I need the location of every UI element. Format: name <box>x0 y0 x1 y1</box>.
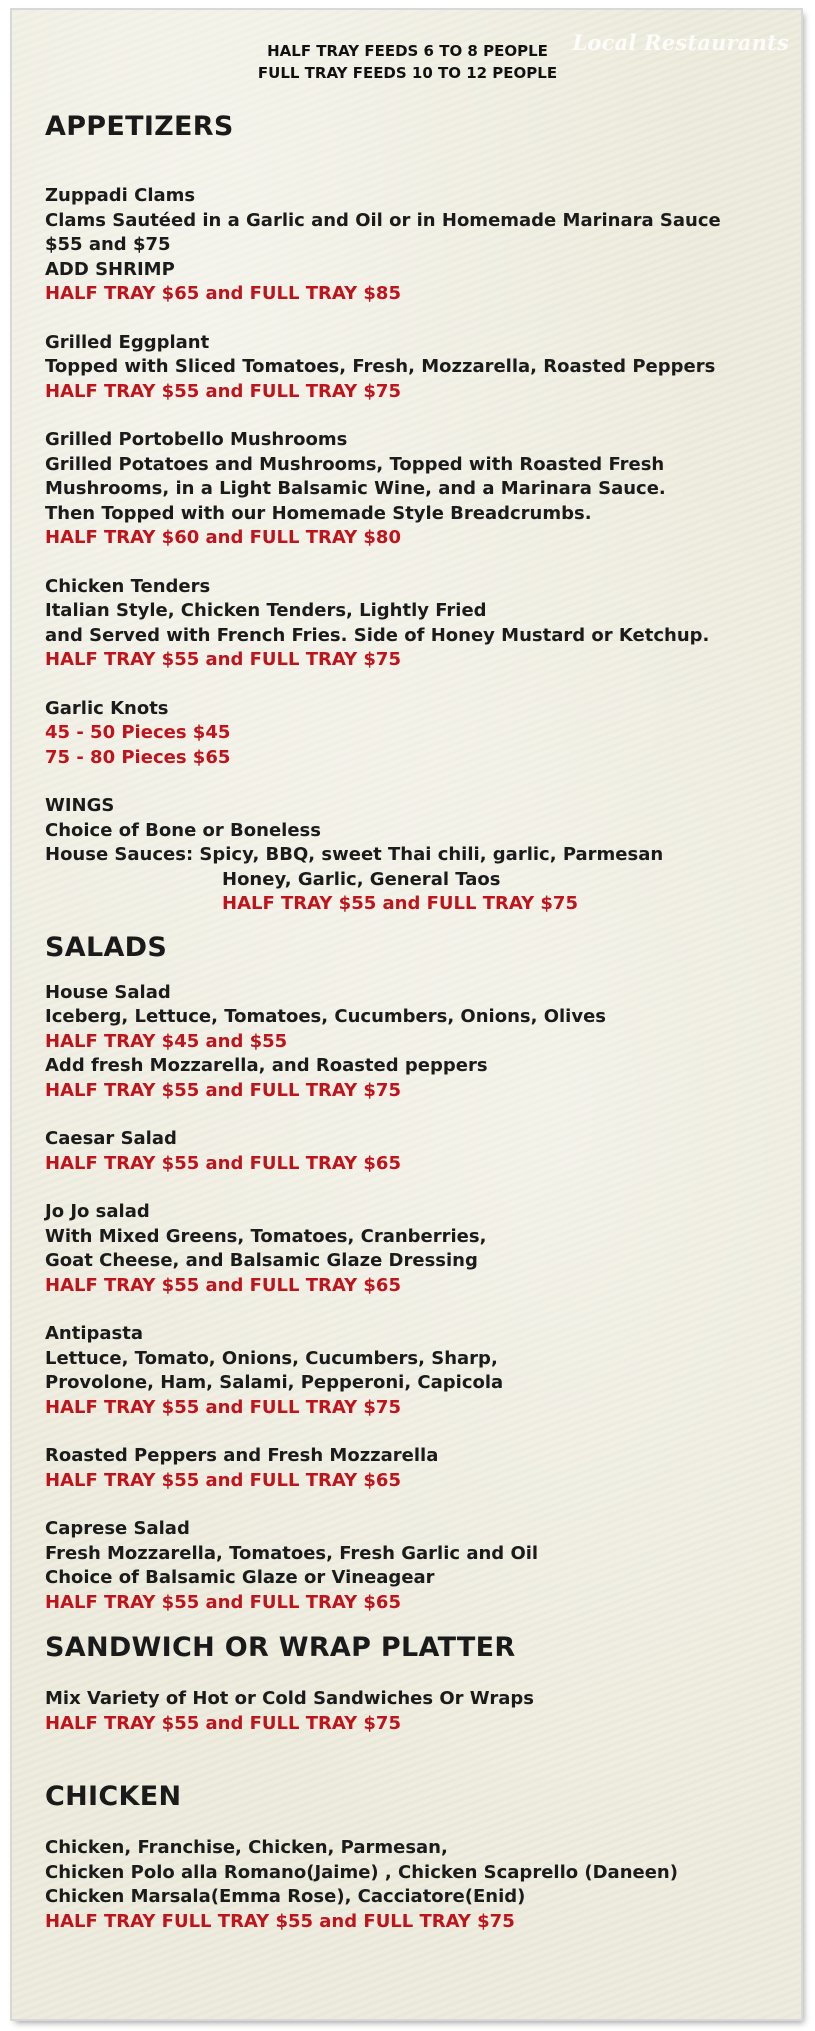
item-price: HALF TRAY $60 and FULL TRAY $80 <box>45 527 401 548</box>
item-description: Lettuce, Tomato, Onions, Cucumbers, Sharp, <box>45 1347 498 1369</box>
item-description: Then Topped with our Homemade Style Breadcrumbs. <box>45 502 592 524</box>
section-title-salads: SALADS <box>45 931 168 963</box>
item-description: Honey, Garlic, General Taos <box>222 868 501 890</box>
item-price: HALF TRAY $55 and FULL TRAY $65 <box>45 1274 401 1296</box>
item-price: HALF TRAY $55 and FULL TRAY $75 <box>45 1712 401 1734</box>
item-description: Topped with Sliced Tomatoes, Fresh, Mozzarella, Roasted Peppers <box>45 356 716 377</box>
item-name: Grilled Portobello Mushrooms <box>45 429 348 450</box>
item-description: Chicken Polo alla Romano(Jaime) , Chicken Scaprello (Daneen) <box>45 1861 678 1883</box>
item-description: Mix Variety of Hot or Cold Sandwiches Or Wraps <box>45 1688 534 1709</box>
menu-item-chicken <box>45 1836 795 1934</box>
menu-item-portobello-mushrooms <box>45 428 795 551</box>
item-description: Chicken Marsala(Emma Rose), Cacciatore(Enid) <box>45 1886 526 1907</box>
item-description: Chicken, Franchise, Chicken, Parmesan, <box>45 1837 448 1858</box>
item-price: HALF TRAY $65 and FULL TRAY $85 <box>45 283 401 304</box>
item-name: WINGS <box>45 795 115 816</box>
item-price: HALF TRAY $55 and FULL TRAY $65 <box>45 1152 401 1174</box>
item-base-price: $55 and $75 <box>45 234 171 255</box>
item-description: Mushrooms, in a Light Balsamic Wine, and a Marinara Sauce. <box>45 478 666 499</box>
menu-item-antipasta <box>45 1322 795 1420</box>
item-name: Chicken Tenders <box>45 575 211 597</box>
menu-item-caesar-salad <box>45 1127 795 1176</box>
section-title-appetizers: APPETIZERS <box>45 111 234 142</box>
menu-item-roasted-peppers <box>45 1444 795 1493</box>
item-price: HALF TRAY $45 and $55 <box>45 1030 288 1052</box>
item-price: HALF TRAY $55 and FULL TRAY $75 <box>222 893 578 914</box>
item-addon: ADD SHRIMP <box>45 258 175 280</box>
item-name: Caesar Salad <box>45 1128 177 1149</box>
tray-size-header <box>0 40 815 84</box>
menu-item-zuppadi-clams <box>45 184 795 307</box>
item-description: Italian Style, Chicken Tenders, Lightly Fried <box>45 600 487 621</box>
menu-item-garlic-knots <box>45 697 795 771</box>
item-name: House Salad <box>45 981 171 1003</box>
item-description: Clams Sautéed in a Garlic and Oil or in Homemade Marinara Sauce <box>45 209 721 231</box>
item-description: Choice of Bone or Boneless <box>45 819 321 841</box>
item-price: HALF TRAY $55 and FULL TRAY $75 <box>45 649 401 670</box>
section-title-sandwich: SANDWICH OR WRAP PLATTER <box>45 1632 516 1663</box>
item-description: Iceberg, Lettuce, Tomatoes, Cucumbers, Onions, Olives <box>45 1006 607 1027</box>
item-name: Grilled Eggplant <box>45 331 210 353</box>
item-price: HALF TRAY FULL TRAY $55 and FULL TRAY $75 <box>45 1910 515 1932</box>
item-name: Roasted Peppers and Fresh Mozzarella <box>45 1445 439 1466</box>
item-name: Jo Jo salad <box>45 1201 150 1222</box>
item-description: Grilled Potatoes and Mushrooms, Topped with Roasted Fresh <box>45 453 665 475</box>
item-name: Garlic Knots <box>45 697 169 719</box>
half-tray-info: HALF TRAY FEEDS 6 TO 8 PEOPLE <box>267 42 548 60</box>
item-price: HALF TRAY $55 and FULL TRAY $65 <box>45 1591 401 1613</box>
item-name: Zuppadi Clams <box>45 185 196 206</box>
item-description: Goat Cheese, and Balsamic Glaze Dressing <box>45 1250 478 1271</box>
item-price: HALF TRAY $55 and FULL TRAY $75 <box>45 1396 401 1418</box>
menu-item-house-salad <box>45 981 795 1104</box>
menu-item-chicken-tenders <box>45 575 795 673</box>
item-price: HALF TRAY $55 and FULL TRAY $65 <box>45 1469 401 1491</box>
item-addon: Add fresh Mozzarella, and Roasted peppers <box>45 1055 488 1076</box>
item-price: 45 - 50 Pieces $45 <box>45 722 231 743</box>
item-price: 75 - 80 Pieces $65 <box>45 746 231 768</box>
menu-item-caprese-salad <box>45 1517 795 1615</box>
item-price: HALF TRAY $55 and FULL TRAY $75 <box>45 380 401 402</box>
menu-content <box>45 110 795 1934</box>
item-description: Choice of Balsamic Glaze or Vineagear <box>45 1567 435 1588</box>
menu-item-sandwich-platter <box>45 1687 795 1736</box>
item-name: Caprese Salad <box>45 1518 190 1539</box>
item-name: Antipasta <box>45 1323 144 1344</box>
full-tray-info: FULL TRAY FEEDS 10 TO 12 PEOPLE <box>257 64 558 82</box>
item-description: House Sauces: Spicy, BBQ, sweet Thai chili, garlic, Parmesan <box>45 844 664 865</box>
menu-item-jojo-salad <box>45 1200 795 1298</box>
item-description: Fresh Mozzarella, Tomatoes, Fresh Garlic and Oil <box>45 1542 539 1564</box>
item-description: Provolone, Ham, Salami, Pepperoni, Capicola <box>45 1372 504 1393</box>
item-description: With Mixed Greens, Tomatoes, Cranberries, <box>45 1225 487 1247</box>
watermark: Local Restaurants <box>572 30 789 55</box>
item-price: HALF TRAY $55 and FULL TRAY $75 <box>45 1079 401 1101</box>
section-title-chicken: CHICKEN <box>45 1781 182 1812</box>
menu-item-wings <box>45 794 795 917</box>
menu-item-grilled-eggplant <box>45 331 795 405</box>
item-description: and Served with French Fries. Side of Honey Mustard or Ketchup. <box>45 624 710 646</box>
